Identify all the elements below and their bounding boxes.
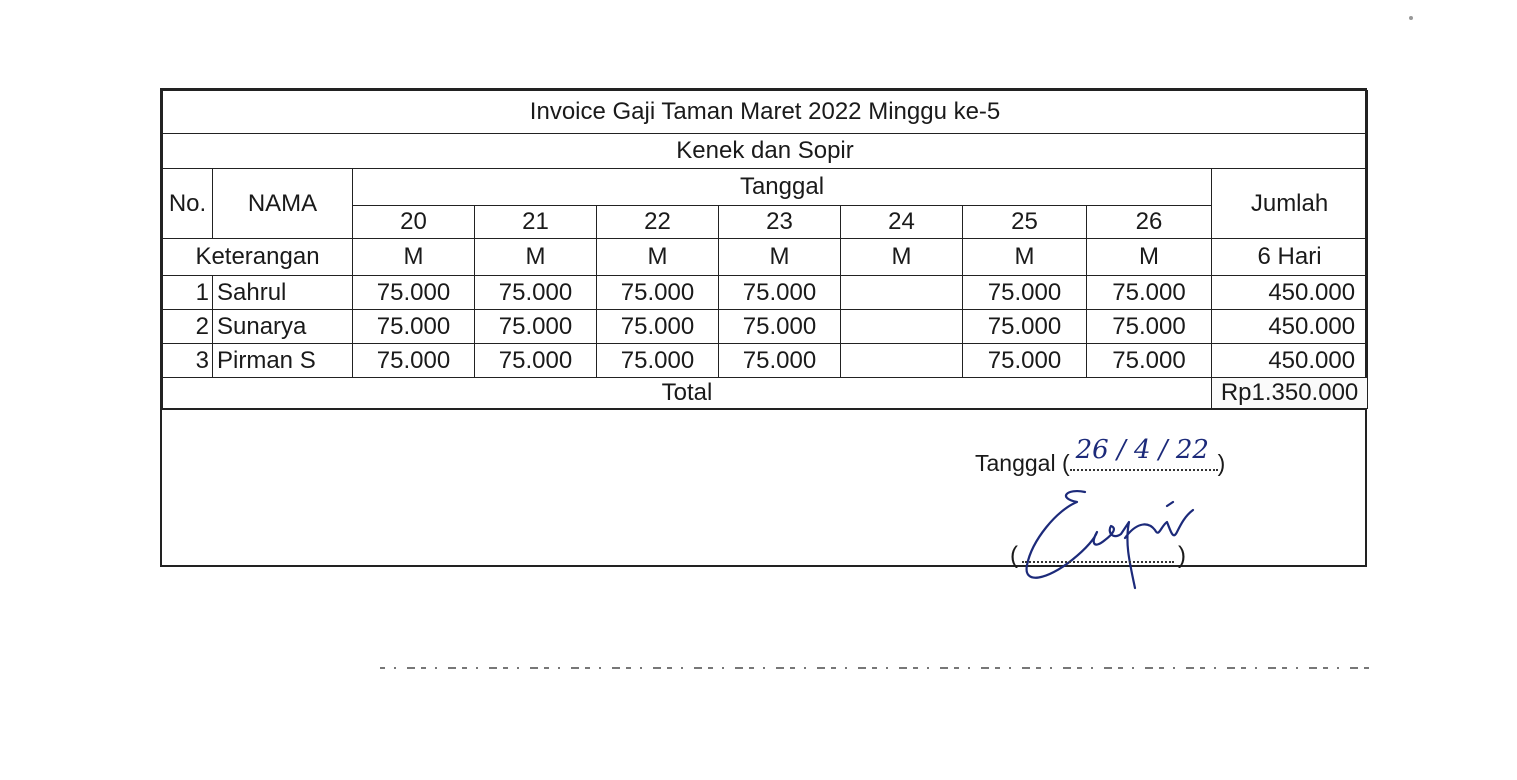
day-amount: 75.000 bbox=[353, 344, 475, 378]
day-amount: 75.000 bbox=[1087, 344, 1212, 378]
keterangan-value: M bbox=[353, 239, 475, 276]
date-header: 25 bbox=[963, 206, 1087, 239]
header-tanggal: Tanggal bbox=[353, 169, 1212, 206]
date-header: 20 bbox=[353, 206, 475, 239]
keterangan-value: M bbox=[963, 239, 1087, 276]
row-jumlah: 450.000 bbox=[1212, 276, 1368, 310]
sign-date-close: ) bbox=[1217, 450, 1226, 476]
day-amount: 75.000 bbox=[475, 276, 597, 310]
table-row bbox=[163, 344, 1368, 378]
day-amount: 75.000 bbox=[963, 344, 1087, 378]
sign-date-label: Tanggal ( bbox=[975, 450, 1070, 476]
day-amount: 75.000 bbox=[475, 310, 597, 344]
day-amount: 75.000 bbox=[719, 276, 841, 310]
day-amount: 75.000 bbox=[719, 344, 841, 378]
keterangan-label: Keterangan bbox=[163, 239, 353, 276]
day-amount: 75.000 bbox=[963, 276, 1087, 310]
day-amount: 75.000 bbox=[597, 344, 719, 378]
sign-date-line bbox=[975, 435, 1226, 477]
scan-speck bbox=[1409, 16, 1413, 20]
day-amount: 75.000 bbox=[719, 310, 841, 344]
scan-artifact-line bbox=[0, 660, 1517, 674]
row-jumlah: 450.000 bbox=[1212, 344, 1368, 378]
date-header: 26 bbox=[1087, 206, 1212, 239]
grand-total: Rp1.350.000 bbox=[1212, 378, 1368, 409]
sign-close-paren: ) bbox=[1178, 542, 1186, 569]
date-header: 24 bbox=[841, 206, 963, 239]
date-header: 21 bbox=[475, 206, 597, 239]
header-no: No. bbox=[163, 169, 213, 239]
day-amount: 75.000 bbox=[353, 310, 475, 344]
date-header: 23 bbox=[719, 206, 841, 239]
day-amount bbox=[841, 310, 963, 344]
sign-name-line bbox=[1010, 542, 1186, 570]
keterangan-value: M bbox=[597, 239, 719, 276]
keterangan-value: M bbox=[841, 239, 963, 276]
total-label: Total bbox=[163, 378, 1212, 409]
date-header: 22 bbox=[597, 206, 719, 239]
day-amount: 75.000 bbox=[475, 344, 597, 378]
handwritten-signature bbox=[1017, 480, 1207, 600]
day-amount: 75.000 bbox=[1087, 310, 1212, 344]
row-number: 3 bbox=[163, 344, 213, 378]
keterangan-value: M bbox=[719, 239, 841, 276]
row-number: 1 bbox=[163, 276, 213, 310]
table-row bbox=[163, 310, 1368, 344]
day-amount: 75.000 bbox=[597, 310, 719, 344]
row-name: Sahrul bbox=[213, 276, 353, 310]
total-days: 6 Hari bbox=[1212, 239, 1368, 276]
day-amount: 75.000 bbox=[963, 310, 1087, 344]
invoice-title: Invoice Gaji Taman Maret 2022 Minggu ke-5 bbox=[163, 91, 1368, 134]
invoice-table bbox=[162, 90, 1368, 409]
day-amount bbox=[841, 276, 963, 310]
day-amount: 75.000 bbox=[353, 276, 475, 310]
sign-open-paren: ( bbox=[1010, 542, 1018, 569]
invoice-sheet bbox=[160, 88, 1367, 567]
handwritten-date: 26 / 4 / 22 bbox=[1075, 435, 1209, 465]
sign-date-dotline bbox=[1070, 435, 1218, 471]
row-name: Sunarya bbox=[213, 310, 353, 344]
invoice-subtitle: Kenek dan Sopir bbox=[163, 134, 1368, 169]
keterangan-value: M bbox=[1087, 239, 1212, 276]
header-nama: NAMA bbox=[213, 169, 353, 239]
table-row bbox=[163, 276, 1368, 310]
header-jumlah: Jumlah bbox=[1212, 169, 1368, 239]
row-number: 2 bbox=[163, 310, 213, 344]
day-amount bbox=[841, 344, 963, 378]
row-jumlah: 450.000 bbox=[1212, 310, 1368, 344]
day-amount: 75.000 bbox=[597, 276, 719, 310]
sign-name-dotline bbox=[1022, 543, 1174, 563]
keterangan-value: M bbox=[475, 239, 597, 276]
row-name: Pirman S bbox=[213, 344, 353, 378]
signature-area bbox=[162, 409, 1365, 569]
day-amount: 75.000 bbox=[1087, 276, 1212, 310]
